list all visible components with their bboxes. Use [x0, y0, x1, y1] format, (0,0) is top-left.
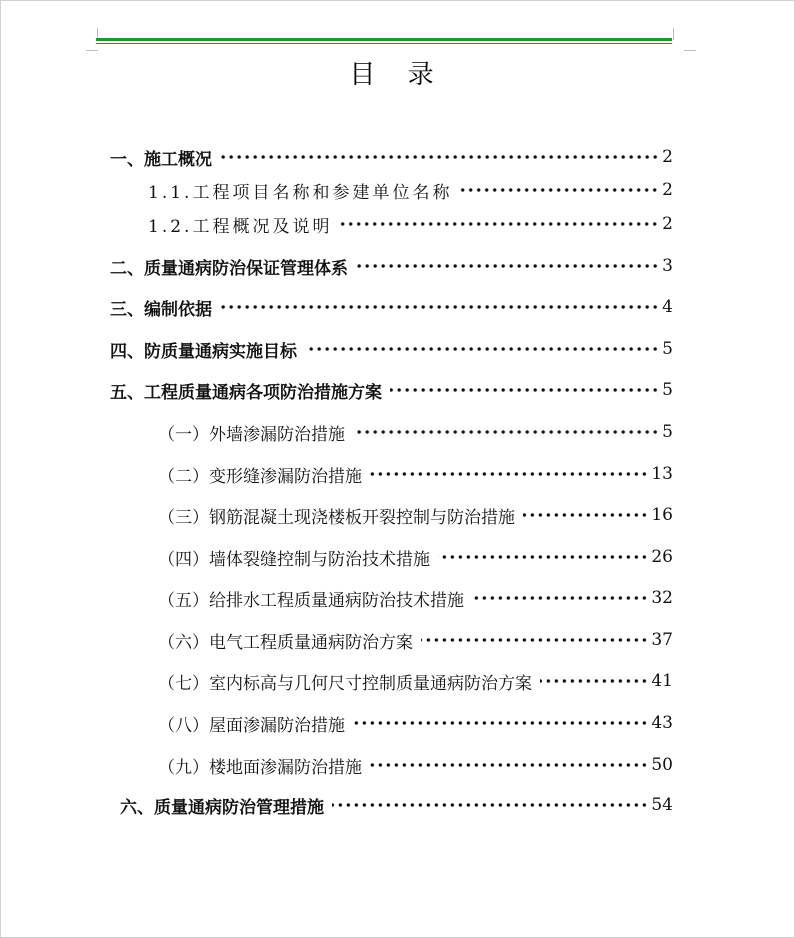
toc-page-number: 37 [651, 630, 673, 650]
toc-entry[interactable] [158, 668, 673, 694]
toc-entry[interactable] [158, 627, 673, 653]
toc-entry[interactable] [158, 461, 673, 487]
toc-leader-dots [472, 596, 648, 600]
toc-entry-text: （九）楼地面渗漏防治措施 [158, 757, 362, 778]
toc-leader-dots [438, 555, 648, 559]
toc-entry-text: （二）变形缝渗漏防治措施 [158, 466, 362, 487]
toc-title: 目 录 [349, 60, 446, 90]
toc-leader-dots [340, 222, 659, 226]
toc-leader-dots [353, 430, 659, 434]
toc-entry[interactable] [158, 585, 673, 611]
toc-entry[interactable] [110, 253, 673, 279]
toc-entry-text: 1.2.工程概况及说明 [148, 216, 333, 237]
toc-entry-text: （五）给排水工程质量通病防治技术措施 [158, 590, 464, 611]
toc-page-number: 2 [662, 214, 673, 234]
toc-leader-dots [540, 679, 648, 683]
toc-page-number: 41 [651, 671, 673, 691]
toc-entry[interactable] [158, 502, 673, 528]
toc-entry-text: （七）室内标高与几何尺寸控制质量通病防治方案 [158, 673, 532, 694]
toc-page-number: 32 [651, 588, 673, 608]
toc-entry[interactable] [110, 377, 673, 403]
toc-page-number: 54 [651, 795, 673, 815]
toc-leader-dots [220, 305, 659, 309]
toc-entry[interactable] [158, 710, 673, 736]
toc-leader-dots [356, 264, 659, 268]
toc-entry-text: （四）墙体裂缝控制与防治技术措施 [158, 549, 430, 570]
toc-entry-text: （八）屋面渗漏防治措施 [158, 715, 345, 736]
toc-leader-dots [390, 388, 659, 392]
toc-page-number: 3 [662, 256, 673, 276]
toc-entry[interactable] [158, 419, 673, 445]
toc-page-number: 4 [662, 297, 673, 317]
header-rule [96, 43, 672, 44]
toc-entry[interactable] [148, 211, 673, 237]
toc-entry[interactable] [120, 792, 673, 818]
toc-entry-text: 二、质量通病防治保证管理体系 [110, 258, 348, 279]
toc-entry-text: 三、编制依据 [110, 299, 212, 320]
toc-page-number: 5 [662, 339, 673, 359]
toc-leader-dots [370, 472, 648, 476]
toc-entry[interactable] [110, 336, 673, 362]
toc-page-number: 2 [662, 147, 673, 167]
toc-entry-text: 六、质量通病防治管理措施 [120, 797, 324, 818]
toc-leader-dots [305, 347, 659, 351]
toc-entry[interactable] [110, 294, 673, 320]
margin-corner-mark [673, 28, 674, 40]
toc-page-number: 5 [662, 422, 673, 442]
toc-entry[interactable] [158, 544, 673, 570]
toc-leader-dots [421, 638, 648, 642]
toc-page-number: 5 [662, 380, 673, 400]
toc-leader-dots [460, 188, 659, 192]
toc-page-number: 43 [651, 713, 673, 733]
toc-entry[interactable] [148, 177, 673, 203]
toc-entry[interactable] [158, 752, 673, 778]
toc-leader-dots [523, 513, 648, 517]
toc-entry-text: （六）电气工程质量通病防治方案 [158, 632, 413, 653]
toc-leader-dots [353, 721, 648, 725]
margin-corner-mark [684, 40, 696, 51]
toc-leader-dots [332, 803, 648, 807]
toc-page-number: 2 [662, 180, 673, 200]
toc-leader-dots [220, 155, 659, 159]
toc-entry-text: （一）外墙渗漏防治措施 [158, 424, 345, 445]
toc-entry-text: 一、施工概况 [110, 149, 212, 170]
toc-entry-text: 四、防质量通病实施目标 [110, 341, 297, 362]
toc-page-number: 13 [651, 464, 673, 484]
toc-page-number: 26 [651, 547, 673, 567]
toc-entry-text: 1.1.工程项目名称和参建单位名称 [148, 182, 453, 203]
header-rule [96, 38, 672, 41]
toc-entry-text: 五、工程质量通病各项防治措施方案 [110, 382, 382, 403]
toc-leader-dots [370, 763, 648, 767]
toc-entry-text: （三）钢筋混凝土现浇楼板开裂控制与防治措施 [158, 507, 515, 528]
toc-entry[interactable] [110, 144, 673, 170]
toc-page-number: 50 [651, 755, 673, 775]
margin-corner-mark [86, 40, 98, 51]
toc-page-number: 16 [651, 505, 673, 525]
